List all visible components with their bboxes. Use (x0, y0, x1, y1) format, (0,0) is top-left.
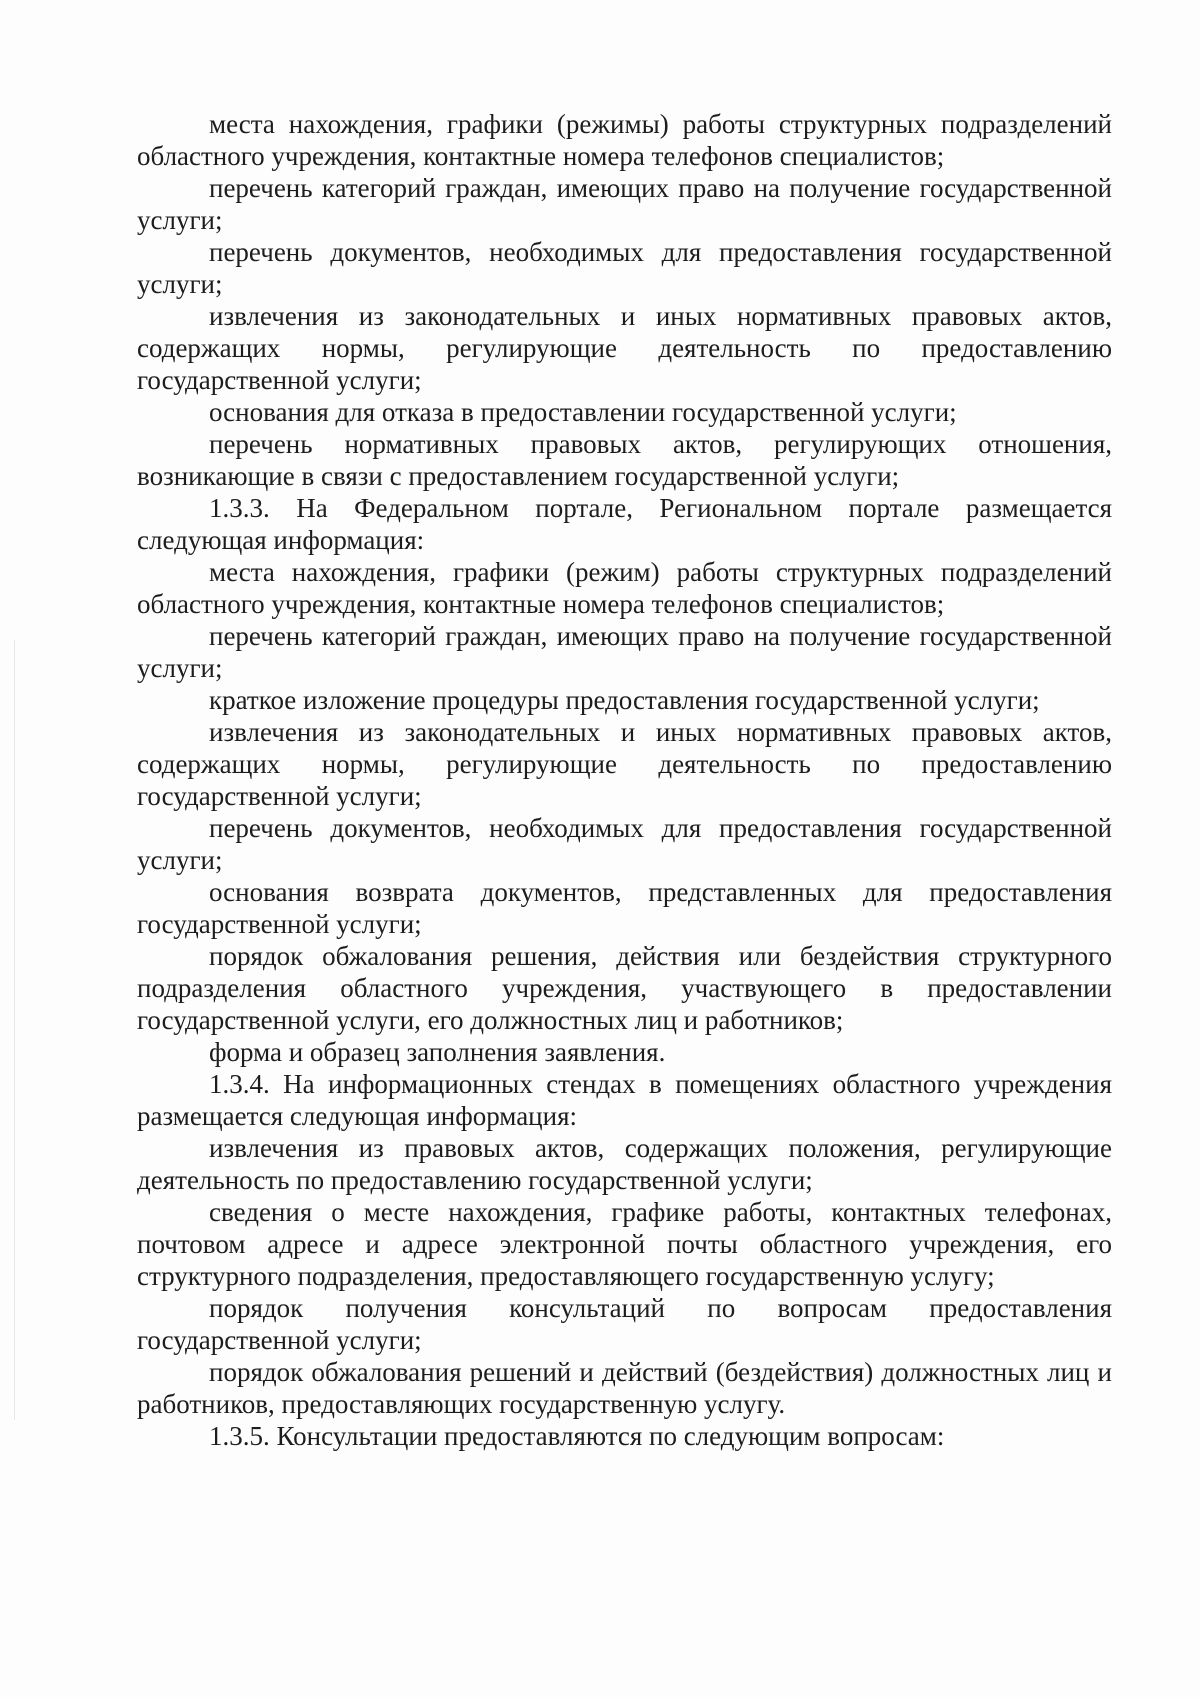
paragraph: 1.3.5. Консультации предоставляются по следующим вопросам: (209, 1421, 945, 1451)
paragraph: перечень документов, необходимых для предоставления государственной услуги; (137, 237, 1112, 299)
paragraph: 1.3.4. На информационных стендах в помещениях областного учреждения размещается следующая информация: (137, 1069, 1112, 1131)
scan-edge-mark (14, 640, 15, 1420)
paragraph: места нахождения, графики (режим) работы структурных подразделений областного учреждения, контактные номера телефонов специалистов; (137, 557, 1112, 619)
paragraph: места нахождения, графики (режимы) работы структурных подразделений областного учреждения, контактные номера телефонов специалистов; (137, 109, 1112, 171)
paragraph: перечень нормативных правовых актов, регулирующих отношения, возникающие в связи с предоставлением государственной услуги; (137, 429, 1112, 491)
paragraph: сведения о месте нахождения, графике работы, контактных телефонах, почтовом адресе и адресе электронной почты областного учреждения, его структурного подразделения, предоставляющего государственную услугу; (137, 1197, 1112, 1291)
paragraph: основания для отказа в предоставлении государственной услуги; (209, 397, 957, 427)
paragraph: форма и образец заполнения заявления. (209, 1037, 666, 1067)
paragraph: перечень документов, необходимых для предоставления государственной услуги; (137, 813, 1112, 875)
paragraph: извлечения из законодательных и иных нормативных правовых актов, содержащих нормы, регулирующие деятельность по предоставлению государственной услуги; (137, 717, 1112, 811)
paragraph: порядок получения консультаций по вопросам предоставления государственной услуги; (137, 1293, 1112, 1355)
paragraph: извлечения из законодательных и иных нормативных правовых актов, содержащих нормы, регулирующие деятельность по предоставлению государственной услуги; (137, 301, 1112, 395)
paragraph: извлечения из правовых актов, содержащих положения, регулирующие деятельность по предоставлению государственной услуги; (137, 1133, 1112, 1195)
paragraph: перечень категорий граждан, имеющих право на получение государственной услуги; (137, 621, 1112, 683)
paragraph: порядок обжалования решения, действия или бездействия структурного подразделения областного учреждения, участвующего в предоставлении государственной услуги, его должностных лиц и работников; (137, 941, 1112, 1035)
document-body (137, 108, 1112, 1452)
paragraph: 1.3.3. На Федеральном портале, Региональном портале размещается следующая информация: (137, 493, 1112, 555)
paragraph: перечень категорий граждан, имеющих право на получение государственной услуги; (137, 173, 1112, 235)
paragraph: краткое изложение процедуры предоставления государственной услуги; (209, 685, 1040, 715)
paragraph: основания возврата документов, представленных для предоставления государственной услуги; (137, 877, 1112, 939)
paragraph: порядок обжалования решений и действий (бездействия) должностных лиц и работников, предоставляющих государственную услугу. (137, 1357, 1112, 1419)
